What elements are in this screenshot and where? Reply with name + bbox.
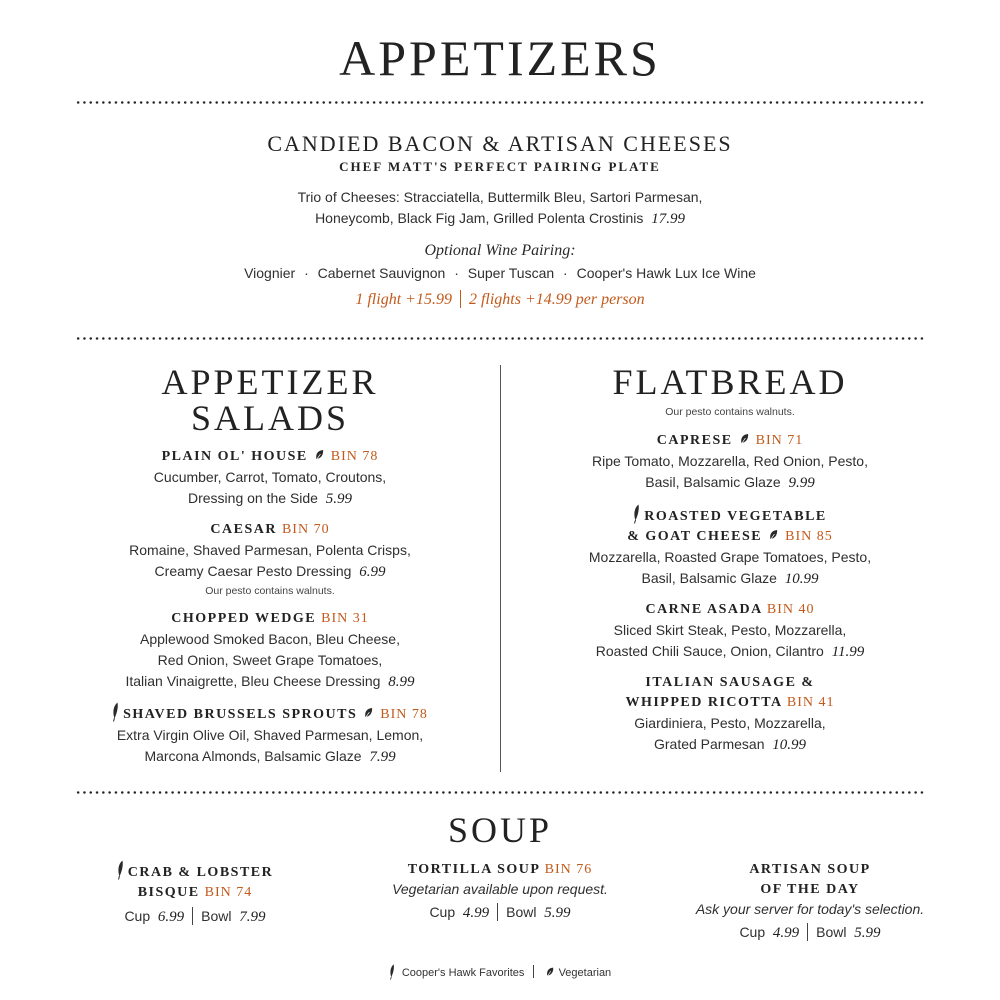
- bin-label: BIN 70: [281, 522, 330, 537]
- soup-name-text: BISQUE: [137, 885, 200, 900]
- flatbread-name-text: WHIPPED RICOTTA: [625, 695, 782, 710]
- wine-sep: ·: [454, 265, 459, 281]
- flatbread-item: [530, 673, 930, 756]
- flight-two: 2 flights +14.99 per person: [468, 291, 645, 308]
- feature-price: 17.99: [651, 211, 685, 227]
- cup-label: Cup: [124, 908, 151, 924]
- flatbread-name: [530, 693, 930, 713]
- salad-desc-line: [70, 671, 470, 693]
- bin-label: BIN 71: [755, 433, 804, 448]
- flatbread-name: [530, 527, 930, 547]
- soup-name-text: TORTILLA SOUP: [407, 862, 540, 877]
- flatbread-title: FLATBREAD: [612, 362, 848, 402]
- feature-dish-name: CANDIED BACON & ARTISAN CHEESES: [267, 131, 733, 156]
- flatbread-desc-text: Basil, Balsamic Glaze: [645, 474, 781, 490]
- wine-sep: ·: [563, 265, 568, 281]
- salad-name-text: PLAIN OL' HOUSE: [161, 449, 308, 464]
- vegetarian-leaf-icon: [769, 529, 778, 541]
- bin-label: BIN 85: [785, 529, 833, 544]
- wine-sep: ·: [304, 265, 309, 281]
- flatbread-desc-line: Ripe Tomato, Mozzarella, Red Onion, Pesto,: [592, 453, 868, 469]
- flatbread-price: 10.99: [772, 737, 807, 753]
- bowl-price: 5.99: [544, 905, 571, 921]
- soup-item: [360, 860, 640, 924]
- salad-note: Our pesto contains walnuts.: [205, 585, 335, 597]
- flatbread-name-text: ROASTED VEGETABLE: [644, 509, 827, 524]
- flatbread-desc-line: Giardiniera, Pesto, Mozzarella,: [634, 715, 826, 731]
- salad-name: [70, 447, 470, 467]
- column-divider: [500, 365, 501, 772]
- bowl-label: Bowl: [816, 924, 847, 940]
- soup-item: [675, 860, 945, 944]
- flatbread-name: [530, 504, 930, 527]
- salad-desc-text: Creamy Caesar Pesto Dressing: [154, 563, 352, 579]
- favorite-feather-icon: [633, 504, 641, 524]
- salad-desc-line: Applewood Smoked Bacon, Bleu Cheese,: [140, 631, 400, 647]
- flatbread-desc-line: Mozzarella, Roasted Grape Tomatoes, Pesto,: [588, 549, 872, 565]
- wine-item: Super Tuscan: [467, 265, 555, 281]
- price-divider: [807, 923, 808, 941]
- flatbread-item: [530, 431, 930, 494]
- salad-name-text: SHAVED BRUSSELS SPROUTS: [123, 707, 358, 722]
- soup-name: [360, 860, 640, 880]
- flatbread-name-text: CARNE ASADA: [645, 602, 762, 617]
- price-divider: [497, 903, 498, 921]
- soup-title: SOUP: [447, 810, 553, 850]
- wine-pairing-label: Optional Wine Pairing:: [424, 242, 576, 259]
- soup-prices: [675, 922, 945, 944]
- salad-price: 5.99: [325, 491, 352, 507]
- flatbread-desc-text: Roasted Chili Sauce, Onion, Cilantro: [595, 643, 824, 659]
- bowl-label: Bowl: [201, 908, 232, 924]
- soup-prices: [90, 906, 300, 928]
- bin-label: BIN 78: [380, 707, 428, 722]
- flatbread-item: [530, 600, 930, 663]
- vegetarian-leaf-icon: [364, 707, 373, 719]
- legend-favorites: Cooper's Hawk Favorites: [401, 967, 525, 979]
- favorite-feather-icon: [389, 964, 396, 980]
- salad-name-text: CAESAR: [210, 522, 277, 537]
- salad-name-text: CHOPPED WEDGE: [171, 611, 317, 626]
- favorite-feather-icon: [117, 860, 125, 880]
- salad-desc: [70, 725, 470, 768]
- salad-price: 8.99: [388, 674, 415, 690]
- bin-label: BIN 76: [544, 862, 593, 877]
- flatbread-desc: [530, 451, 930, 494]
- soup-name: [90, 883, 300, 903]
- legend-divider: [533, 965, 534, 978]
- salad-item: [70, 520, 470, 599]
- flatbread-desc-line: [530, 472, 930, 494]
- flatbread-price: 10.99: [784, 571, 819, 587]
- soup-name: OF THE DAY: [760, 882, 860, 897]
- salad-desc: [70, 467, 470, 510]
- flatbread-desc: [530, 547, 930, 590]
- flatbread-desc: [530, 620, 930, 663]
- feature-desc-line2-text: Honeycomb, Black Fig Jam, Grilled Polenta Crostinis: [315, 210, 644, 226]
- bowl-price: 7.99: [239, 909, 266, 925]
- salad-desc-text: Marcona Almonds, Balsamic Glaze: [144, 748, 362, 764]
- soup-name: ARTISAN SOUP: [749, 862, 871, 877]
- feature-dish-desc: [0, 187, 1000, 230]
- bin-label: BIN 40: [766, 602, 815, 617]
- appetizers-title: APPETIZERS: [339, 30, 661, 86]
- salad-desc-line: Romaine, Shaved Parmesan, Polenta Crisps,: [129, 542, 411, 558]
- legend: [0, 964, 1000, 980]
- bin-label: BIN 31: [321, 611, 369, 626]
- vegetarian-leaf-icon: [546, 967, 554, 977]
- salad-item: [70, 702, 470, 768]
- divider-bottom: [75, 791, 927, 794]
- divider-middle: [75, 337, 927, 340]
- salad-desc-line: Cucumber, Carrot, Tomato, Croutons,: [153, 469, 387, 485]
- salads-title-line1: APPETIZER: [161, 362, 379, 402]
- appetizers-section: [0, 30, 1000, 86]
- favorite-feather-icon: [112, 702, 120, 722]
- soup-prices: [360, 902, 640, 924]
- salad-item: [70, 609, 470, 693]
- salad-desc-line: Extra Virgin Olive Oil, Shaved Parmesan, Lemon,: [116, 727, 424, 743]
- flatbread-name: [530, 600, 930, 620]
- soup-name-text: CRAB & LOBSTER: [127, 865, 274, 880]
- bowl-price: 5.99: [854, 925, 881, 941]
- salad-desc: [70, 540, 470, 583]
- feature-dish: [0, 130, 1000, 311]
- flatbread-note: Our pesto contains walnuts.: [665, 406, 795, 418]
- flatbread-desc-text: Grated Parmesan: [653, 736, 765, 752]
- cup-price: 6.99: [157, 909, 185, 925]
- divider-top: [75, 101, 927, 104]
- salad-name: [70, 609, 470, 629]
- cup-label: Cup: [429, 904, 456, 920]
- salad-desc-line: Red Onion, Sweet Grape Tomatoes,: [157, 652, 383, 668]
- flatbread-desc-line: Sliced Skirt Steak, Pesto, Mozzarella,: [613, 622, 847, 638]
- bowl-label: Bowl: [506, 904, 537, 920]
- salad-name: [70, 520, 470, 540]
- flatbread-section: [530, 364, 930, 756]
- flatbread-desc-text: Basil, Balsamic Glaze: [641, 570, 777, 586]
- cup-price: 4.99: [462, 905, 490, 921]
- price-divider: [192, 907, 193, 925]
- soup-note: Ask your server for today's selection.: [695, 901, 925, 917]
- soup-note: Vegetarian available upon request.: [392, 881, 608, 897]
- soup-section: [0, 812, 1000, 848]
- wine-item: Viognier: [244, 265, 296, 281]
- salad-item: [70, 447, 470, 510]
- flatbread-item: [530, 504, 930, 590]
- salads-section: [70, 364, 470, 768]
- cup-price: 4.99: [772, 925, 800, 941]
- flatbread-price: 9.99: [788, 475, 815, 491]
- legend-vegetarian: Vegetarian: [558, 967, 612, 979]
- salad-desc-text: Dressing on the Side: [188, 490, 318, 506]
- salad-name: [70, 702, 470, 725]
- flatbread-name-text: CAPRESE: [656, 433, 733, 448]
- wine-item: Cooper's Hawk Lux Ice Wine: [576, 265, 756, 281]
- salad-price: 7.99: [369, 749, 396, 765]
- flatbread-desc: [530, 713, 930, 756]
- salad-desc-line: [70, 746, 470, 768]
- salad-desc-line: [70, 488, 470, 510]
- salad-desc: [70, 629, 470, 693]
- flatbread-desc-line: [530, 641, 930, 663]
- wine-item: Cabernet Sauvignon: [317, 265, 446, 281]
- salads-title-line2: SALADS: [190, 398, 350, 438]
- flatbread-price: 11.99: [831, 644, 865, 660]
- soup-name: [90, 860, 300, 883]
- cup-label: Cup: [739, 924, 766, 940]
- salad-desc-line: [70, 561, 470, 583]
- flight-divider: [460, 290, 461, 308]
- feature-desc-line2: [0, 208, 1000, 230]
- soup-item: [90, 860, 300, 928]
- bin-label: BIN 78: [330, 449, 379, 464]
- flight-prices: [0, 289, 1000, 311]
- salad-desc-text: Italian Vinaigrette, Bleu Cheese Dressing: [125, 673, 381, 689]
- feature-dish-subtitle: CHEF MATT'S PERFECT PAIRING PLATE: [339, 159, 661, 174]
- vegetarian-leaf-icon: [740, 433, 749, 445]
- flatbread-desc-line: [530, 568, 930, 590]
- feature-desc-line1: Trio of Cheeses: Stracciatella, Buttermilk Bleu, Sartori Parmesan,: [297, 189, 703, 205]
- flight-one: 1 flight +15.99: [355, 291, 452, 308]
- flatbread-name: [530, 431, 930, 451]
- bin-label: BIN 74: [204, 885, 253, 900]
- vegetarian-leaf-icon: [315, 449, 324, 461]
- flatbread-name: ITALIAN SAUSAGE &: [645, 675, 815, 690]
- flatbread-desc-line: [530, 734, 930, 756]
- wine-list: [0, 263, 1000, 284]
- bin-label: BIN 41: [786, 695, 835, 710]
- flatbread-name-text: & GOAT CHEESE: [627, 529, 763, 544]
- salad-price: 6.99: [359, 564, 386, 580]
